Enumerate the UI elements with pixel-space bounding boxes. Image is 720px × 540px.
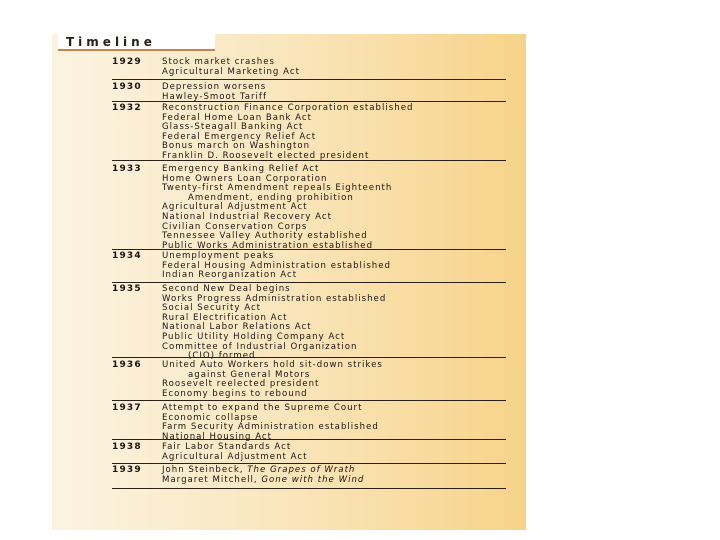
timeline-year: 1935	[112, 284, 142, 294]
timeline-event: National Housing Act	[162, 431, 273, 442]
timeline-year: 1937	[112, 403, 142, 413]
timeline-event: Economic collapse	[162, 412, 259, 423]
timeline-event: Works Progress Administration established	[162, 293, 387, 304]
timeline-year: 1929	[112, 57, 142, 67]
timeline-event: Roosevelt reelected president	[162, 379, 320, 390]
timeline-event: Agricultural Marketing Act	[162, 66, 300, 77]
timeline-events	[162, 466, 506, 485]
timeline-event: Federal Emergency Relief Act	[162, 131, 317, 142]
timeline-event: Fair Labor Standards Act	[162, 442, 292, 452]
timeline-event: Rural Electrification Act	[162, 312, 288, 323]
timeline-entry	[112, 83, 506, 102]
timeline-events	[162, 404, 506, 442]
timeline-title: Timeline	[66, 34, 156, 49]
timeline-event: Indian Reorganization Act	[162, 270, 298, 281]
timeline-event: National Industrial Recovery Act	[162, 211, 332, 222]
timeline-events	[162, 285, 506, 362]
timeline-event: Second New Deal begins	[162, 284, 291, 294]
timeline-entry	[112, 104, 506, 161]
timeline-entry	[112, 404, 506, 440]
timeline-event: Franklin D. Roosevelt elected president	[162, 150, 370, 161]
timeline-event: Hawley-Smoot Tariff	[162, 91, 267, 102]
timeline-year: 1932	[112, 103, 142, 113]
timeline-year: 1930	[112, 82, 142, 92]
timeline-event: Twenty-first Amendment repeals Eighteenth	[162, 183, 393, 194]
timeline-event: Home Owners Loan Corporation	[162, 173, 328, 184]
timeline-entry	[112, 165, 506, 250]
timeline-year: 1939	[112, 465, 142, 475]
timeline-event: Attempt to expand the Supreme Court	[162, 403, 363, 413]
timeline-event: Federal Home Loan Bank Act	[162, 112, 313, 123]
timeline-event: Unemployment peaks	[162, 251, 275, 261]
timeline-event: Civilian Conservation Corps	[162, 221, 308, 232]
timeline-event: Social Security Act	[162, 303, 262, 314]
timeline-event: Glass-Steagall Banking Act	[162, 122, 304, 133]
timeline-events	[162, 83, 506, 102]
timeline-event: Tennessee Valley Authority established	[162, 231, 368, 242]
timeline-event: Depression worsens	[162, 82, 267, 92]
timeline-event: Stock market crashes	[162, 57, 275, 67]
timeline-event: Public Utility Holding Company Act	[162, 331, 346, 342]
timeline-event: John Steinbeck, The Grapes of Wrath	[162, 465, 356, 475]
timeline-event: Farm Security Administration established	[162, 422, 379, 433]
timeline-event: Federal Housing Administration established	[162, 260, 391, 271]
timeline-event: Bonus march on Washington	[162, 141, 311, 152]
timeline-event: Amendment, ending prohibition	[188, 192, 354, 203]
timeline-event: against General Motors	[188, 369, 311, 380]
timeline-entry	[112, 284, 506, 362]
timeline-entry	[112, 252, 506, 283]
timeline-event: Agricultural Adjustment Act	[162, 451, 308, 462]
timeline-events	[162, 443, 506, 462]
timeline-event: (CIO) formed	[188, 351, 256, 362]
timeline-events	[162, 252, 506, 281]
timeline-entry	[112, 58, 506, 80]
timeline-event: Committee of Industrial Organization	[162, 341, 358, 352]
timeline-events	[162, 361, 506, 399]
timeline-year: 1934	[112, 251, 142, 261]
timeline-year: 1938	[112, 442, 142, 452]
timeline-events	[162, 58, 506, 77]
timeline-entry	[112, 466, 506, 489]
timeline-event: Public Works Administration established	[162, 240, 374, 251]
timeline-events	[162, 165, 506, 251]
timeline-event: Emergency Banking Relief Act	[162, 164, 320, 174]
timeline-entry	[112, 361, 506, 401]
timeline-event: Reconstruction Finance Corporation established	[162, 103, 414, 113]
timeline-year: 1933	[112, 164, 142, 174]
timeline-event: Economy begins to rebound	[162, 388, 308, 399]
timeline-event: Margaret Mitchell, Gone with the Wind	[162, 474, 365, 485]
timeline-event: National Labor Relations Act	[162, 322, 312, 333]
timeline-event: United Auto Workers hold sit-down strikes	[162, 360, 383, 370]
timeline-events	[162, 104, 506, 162]
timeline-event: Agricultural Adjustment Act	[162, 202, 308, 213]
timeline-entry	[112, 443, 506, 464]
timeline-year: 1936	[112, 360, 142, 370]
